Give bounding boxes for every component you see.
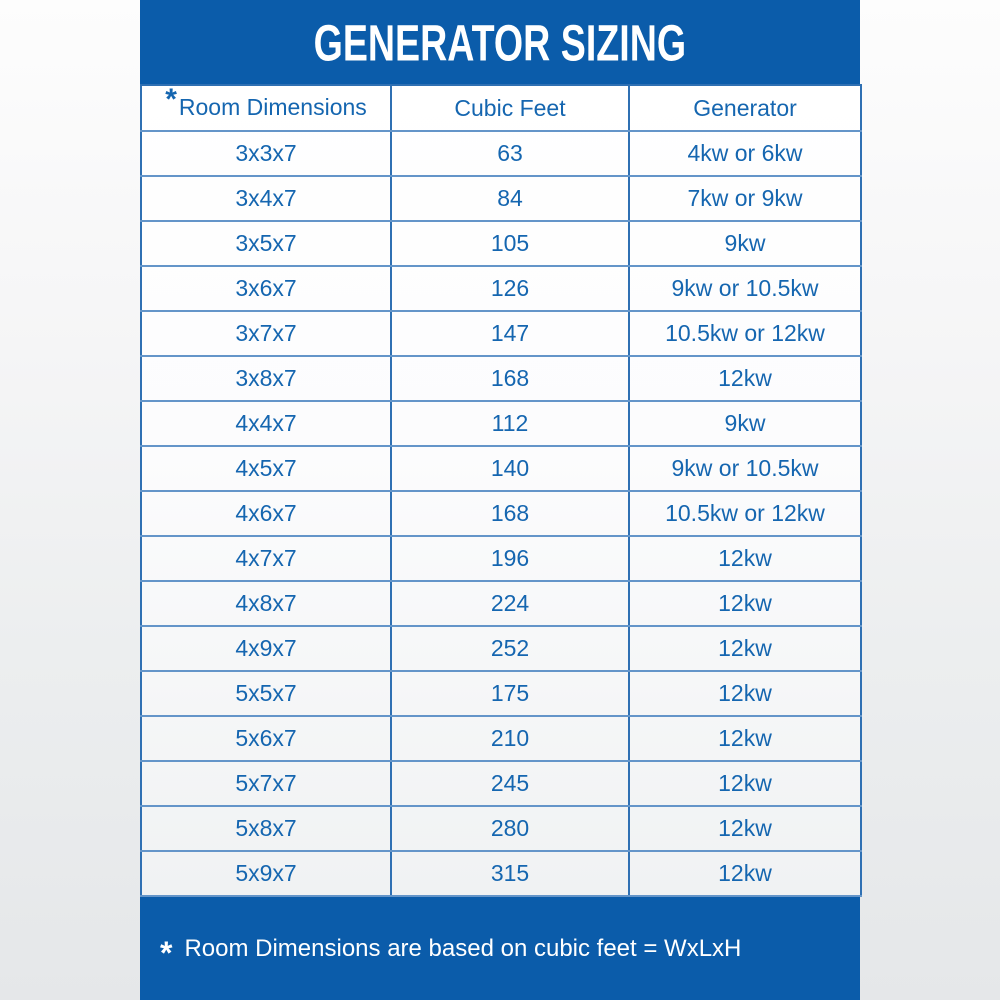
cubic-feet-cell: 280 [391, 806, 629, 851]
generator-cell: 10.5kw or 12kw [629, 311, 861, 356]
room-dimensions-cell: 4x6x7 [141, 491, 391, 536]
room-dimensions-cell: 3x4x7 [141, 176, 391, 221]
footnote-text: Room Dimensions are based on cubic feet = WxLxH [184, 934, 742, 962]
table-row [141, 176, 861, 221]
cubic-feet-cell: 126 [391, 266, 629, 311]
title-band [140, 0, 860, 84]
room-dimensions-cell: 5x5x7 [141, 671, 391, 716]
generator-cell: 7kw or 9kw [629, 176, 861, 221]
cubic-feet-cell: 175 [391, 671, 629, 716]
room-dimensions-cell: 3x8x7 [141, 356, 391, 401]
generator-cell: 12kw [629, 716, 861, 761]
cubic-feet-cell: 168 [391, 356, 629, 401]
table-row [141, 446, 861, 491]
generator-cell: 12kw [629, 806, 861, 851]
table-row [141, 761, 861, 806]
room-dimensions-cell: 4x7x7 [141, 536, 391, 581]
generator-cell: 12kw [629, 761, 861, 806]
table-row [141, 311, 861, 356]
table-row [141, 626, 861, 671]
generator-cell: 10.5kw or 12kw [629, 491, 861, 536]
cubic-feet-cell: 84 [391, 176, 629, 221]
room-dimensions-cell: 4x8x7 [141, 581, 391, 626]
generator-cell: 4kw or 6kw [629, 131, 861, 176]
room-dimensions-cell: 4x9x7 [141, 626, 391, 671]
cubic-feet-cell: 168 [391, 491, 629, 536]
room-dimensions-cell: 4x5x7 [141, 446, 391, 491]
room-dimensions-cell: 3x7x7 [141, 311, 391, 356]
generator-cell: 12kw [629, 851, 861, 896]
table-row [141, 581, 861, 626]
cubic-feet-cell: 196 [391, 536, 629, 581]
cubic-feet-cell: 147 [391, 311, 629, 356]
table-row [141, 806, 861, 851]
table-row [141, 401, 861, 446]
generator-cell: 9kw [629, 221, 861, 266]
generator-cell: 12kw [629, 536, 861, 581]
table-row [141, 266, 861, 311]
column-header-room-dimensions [141, 85, 391, 131]
column-header-label: Room Dimensions [178, 94, 367, 120]
asterisk-mark: * [165, 85, 177, 116]
room-dimensions-cell: 3x3x7 [141, 131, 391, 176]
footnote-band: * Room Dimensions are based on cubic feet = WxLxH [160, 934, 742, 971]
generator-cell: 9kw [629, 401, 861, 446]
generator-cell: 12kw [629, 356, 861, 401]
generator-cell: 12kw [629, 626, 861, 671]
cubic-feet-cell: 210 [391, 716, 629, 761]
room-dimensions-cell: 5x8x7 [141, 806, 391, 851]
table-row [141, 671, 861, 716]
room-dimensions-cell: 5x7x7 [141, 761, 391, 806]
table-header-row [141, 85, 861, 131]
generator-sizing-table [140, 84, 862, 897]
cubic-feet-cell: 224 [391, 581, 629, 626]
cubic-feet-cell: 63 [391, 131, 629, 176]
generator-cell: 9kw or 10.5kw [629, 266, 861, 311]
column-header-cubic-feet: Cubic Feet [391, 85, 629, 131]
generator-cell: 12kw [629, 581, 861, 626]
generator-sizing-panel [140, 0, 860, 1000]
generator-cell: 12kw [629, 671, 861, 716]
cubic-feet-cell: 140 [391, 446, 629, 491]
room-dimensions-cell: 3x6x7 [141, 266, 391, 311]
cubic-feet-cell: 252 [391, 626, 629, 671]
column-header-generator: Generator [629, 85, 861, 131]
table-row [141, 716, 861, 761]
table-row [141, 221, 861, 266]
table-row [141, 851, 861, 896]
cubic-feet-cell: 105 [391, 221, 629, 266]
room-dimensions-cell: 3x5x7 [141, 221, 391, 266]
table-row [141, 356, 861, 401]
cubic-feet-cell: 315 [391, 851, 629, 896]
cubic-feet-cell: 112 [391, 401, 629, 446]
table-row [141, 131, 861, 176]
cubic-feet-cell: 245 [391, 761, 629, 806]
room-dimensions-cell: 5x9x7 [141, 851, 391, 896]
room-dimensions-cell: 4x4x7 [141, 401, 391, 446]
table-row [141, 536, 861, 581]
room-dimensions-cell: 5x6x7 [141, 716, 391, 761]
page-title: GENERATOR SIZING [313, 13, 687, 71]
table-row [141, 491, 861, 536]
generator-cell: 9kw or 10.5kw [629, 446, 861, 491]
